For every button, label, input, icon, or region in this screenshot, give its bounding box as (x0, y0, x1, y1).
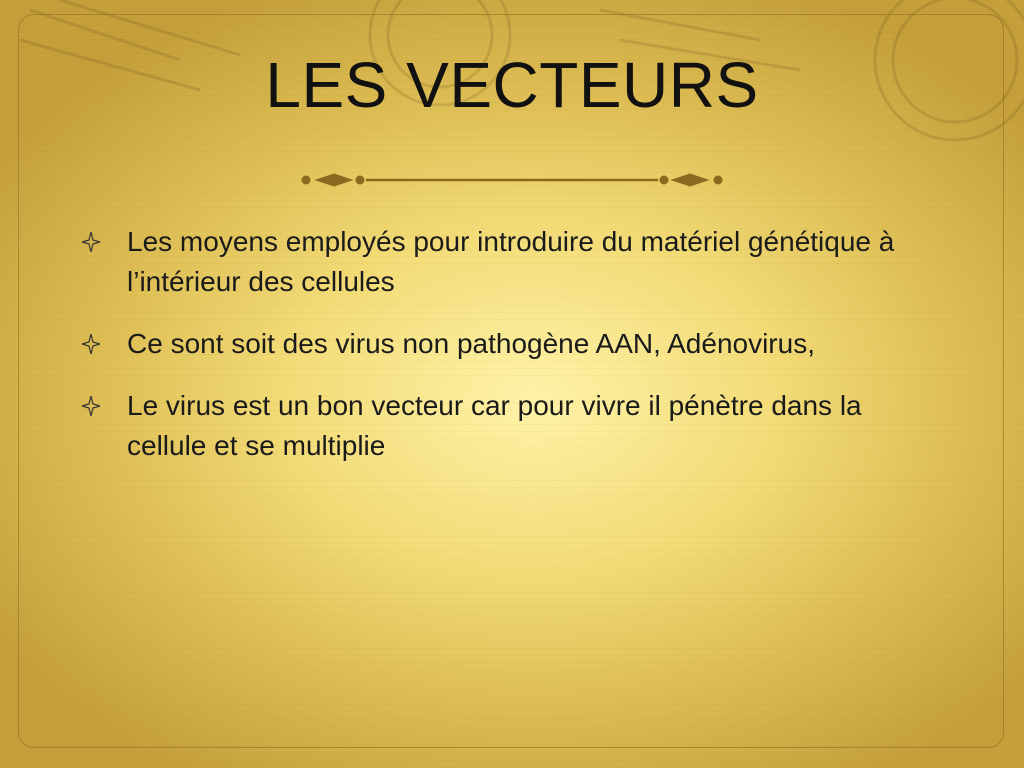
bullet-item (82, 386, 942, 466)
four-point-star-icon (82, 334, 100, 354)
four-point-star-icon (82, 396, 100, 416)
ornamental-divider (300, 168, 724, 192)
slide-title: LES VECTEURS (265, 49, 759, 121)
bullet-text: Les moyens employés pour introduire du matériel génétique à l’intérieur des cellules (127, 226, 895, 297)
bullet-text: Ce sont soit des virus non pathogène AAN, Adénovirus, (127, 328, 815, 359)
four-point-star-icon (82, 232, 100, 252)
bullet-item (82, 324, 942, 364)
bullet-list (82, 222, 942, 488)
bullet-text: Le virus est un bon vecteur car pour vivre il pénètre dans la cellule et se multiplie (127, 390, 862, 461)
bullet-item (82, 222, 942, 302)
